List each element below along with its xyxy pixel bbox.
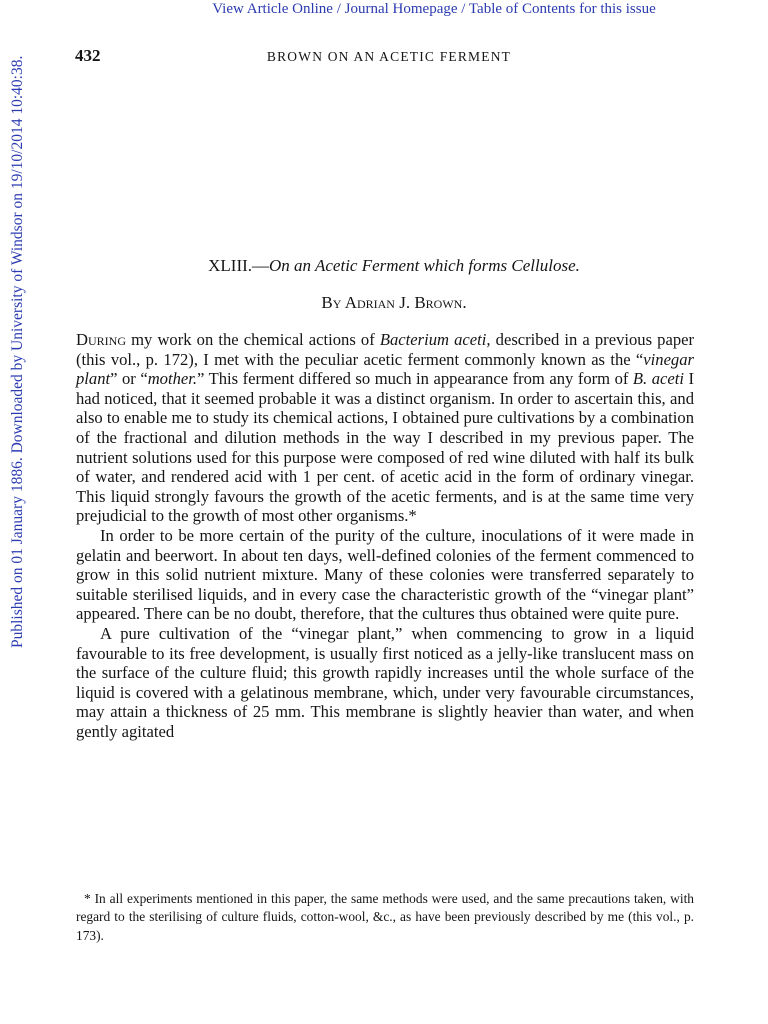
article-body bbox=[76, 330, 694, 741]
author-prefix: By bbox=[321, 293, 345, 312]
header-links bbox=[0, 1, 768, 18]
italic-term: vinegar plant bbox=[76, 349, 694, 389]
text-run: my work on the chemical actions of bbox=[125, 330, 380, 349]
article-title bbox=[0, 256, 768, 276]
italic-term: B. aceti bbox=[632, 369, 684, 389]
table-of-contents-link[interactable]: Table of Contents for this issue bbox=[468, 1, 656, 17]
paragraph-1 bbox=[76, 330, 694, 526]
italic-term: Bacterium aceti, bbox=[379, 330, 491, 349]
download-notice-sidebar bbox=[8, 28, 28, 648]
running-head: BROWN ON AN ACETIC FERMENT bbox=[266, 49, 512, 64]
article-number: XLIII.— bbox=[208, 256, 270, 275]
text-run: ” This ferment differed so much in appearance from any form of bbox=[197, 369, 633, 389]
text-run: described in a previous paper (this vol., p. 172), I met with the peculiar acetic ferment commonly known as the “ bbox=[76, 330, 695, 369]
link-separator: / bbox=[457, 1, 469, 17]
journal-homepage-link[interactable]: Journal Homepage bbox=[344, 1, 458, 17]
link-separator: / bbox=[332, 1, 345, 17]
paragraph-2: In order to be more certain of the purity of the culture, inoculations of it were made in gelatin and beerwort. In about ten days, well-defined colonies of the ferment commenced to grow in this solid nutrient mixture. Many of these colonies were transferred separately to suitable sterilised liquids, and in every case the characteristic growth of the “vinegar plant” appeared. There can be no doubt, therefore, that the cultures thus obtained were quite pure. bbox=[76, 525, 694, 624]
text-run: ” or “ bbox=[110, 369, 148, 389]
author-name: Adrian J. Brown. bbox=[344, 293, 467, 312]
article-title-text: On an Acetic Ferment which forms Cellulose. bbox=[269, 256, 580, 275]
italic-term: mother. bbox=[147, 369, 198, 389]
view-article-online-link[interactable]: View Article Online bbox=[212, 1, 333, 17]
page-number: 432 bbox=[75, 46, 101, 65]
paragraph-3: A pure cultivation of the “vinegar plant,” when commencing to grow in a liquid favourable to its free development, is usually first noticed as a jelly-like translucent mass on the surface of the culture fluid; this growth rapidly increases until the whole surface of the liquid is covered with a gelatinous membrane, which, under very favourable circumstances, may attain a thickness of 25 mm. This membrane is slightly heavier than water, and when gently agitated bbox=[76, 623, 694, 741]
text-run: I had noticed, that it seemed probable it was a distinct organism. In order to ascertain this, and also to enable me to study its chemical actions, I obtained pure cultivations by a combination of the fractional and dilution methods in the way I described in my previous paper. The nutrient solutions used for this purpose were composed of red wine diluted with half its bulk of water, and rendered acid with 1 per cent. of acetic acid in the form of ordinary vinegar. This liquid strongly favours the growth of the acetic ferments, and is at the same time very prejudicial to the growth of most other organisms.* bbox=[76, 369, 694, 526]
article-author bbox=[0, 293, 768, 313]
download-notice-link[interactable]: Published on 01 January 1886. Downloaded by University of Windsor on 19/10/2014 10:40:38. bbox=[9, 55, 26, 648]
footnote: * In all experiments mentioned in this paper, the same methods were used, and the same precautions taken, with regard to the sterilising of culture fluids, cotton-wool, &c., as have been previously described by me (this vol., p. 173). bbox=[76, 891, 694, 943]
drop-word: During bbox=[76, 330, 126, 349]
